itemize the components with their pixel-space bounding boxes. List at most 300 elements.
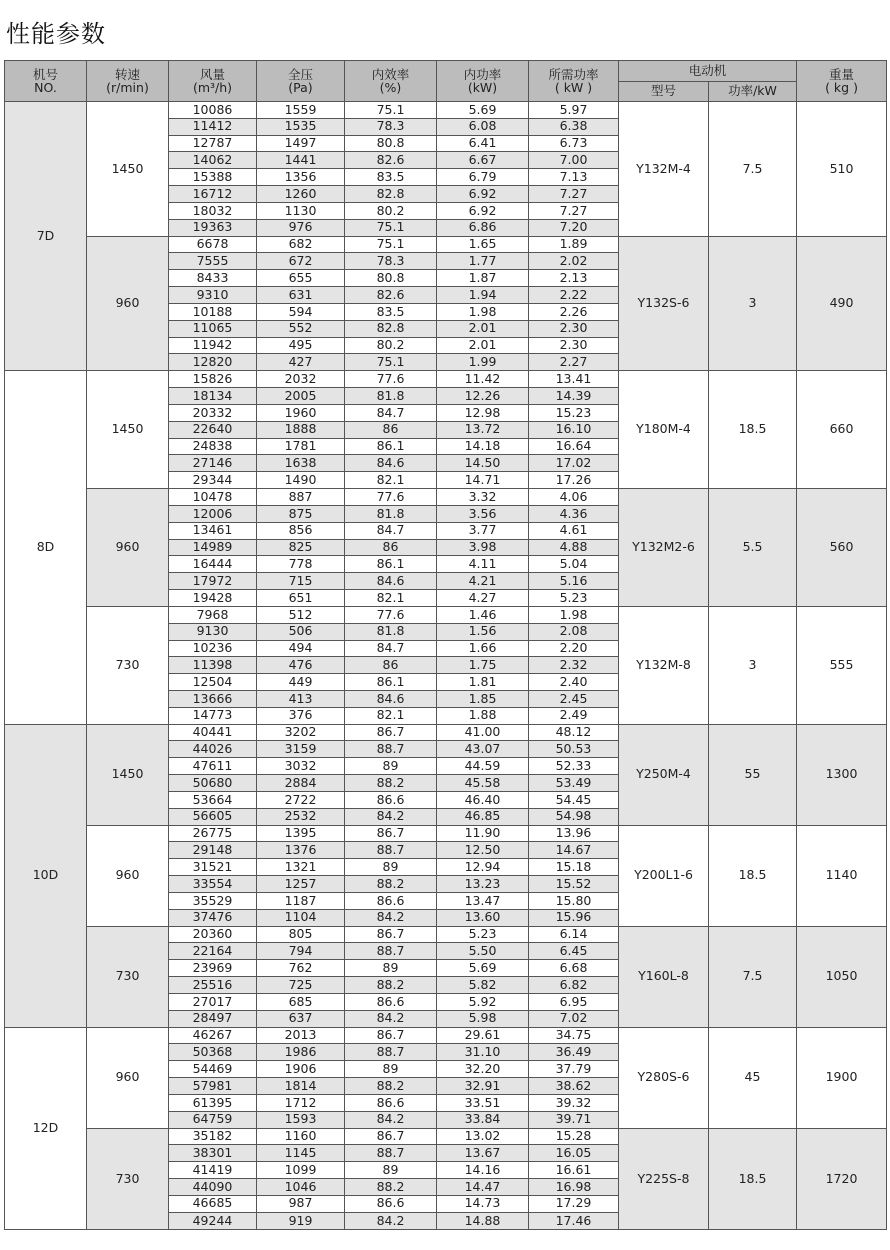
speed-cell: 1450 bbox=[87, 102, 169, 237]
pressure-cell: 449 bbox=[257, 674, 345, 691]
flow-cell: 38301 bbox=[169, 1145, 257, 1162]
required-power-cell: 4.88 bbox=[529, 539, 619, 556]
inner-power-cell: 12.94 bbox=[437, 859, 529, 876]
required-power-cell: 4.61 bbox=[529, 522, 619, 539]
pressure-cell: 3202 bbox=[257, 724, 345, 741]
pressure-cell: 685 bbox=[257, 993, 345, 1010]
motor-power-cell: 55 bbox=[709, 724, 797, 825]
pressure-cell: 1593 bbox=[257, 1111, 345, 1128]
inner-power-cell: 1.77 bbox=[437, 253, 529, 270]
inner-power-cell: 33.51 bbox=[437, 1094, 529, 1111]
required-power-cell: 17.02 bbox=[529, 455, 619, 472]
pressure-cell: 2005 bbox=[257, 388, 345, 405]
required-power-cell: 6.82 bbox=[529, 977, 619, 994]
pressure-cell: 682 bbox=[257, 236, 345, 253]
weight-cell: 1140 bbox=[797, 825, 887, 926]
motor-model-cell: Y160L-8 bbox=[619, 926, 709, 1027]
pressure-cell: 1356 bbox=[257, 169, 345, 186]
inner-power-cell: 14.73 bbox=[437, 1195, 529, 1212]
required-power-cell: 2.08 bbox=[529, 623, 619, 640]
table-row bbox=[5, 236, 887, 253]
flow-cell: 28497 bbox=[169, 1010, 257, 1027]
efficiency-cell: 89 bbox=[345, 1162, 437, 1179]
speed-cell: 1450 bbox=[87, 724, 169, 825]
table-row bbox=[5, 825, 887, 842]
required-power-cell: 2.49 bbox=[529, 707, 619, 724]
efficiency-cell: 81.8 bbox=[345, 505, 437, 522]
flow-cell: 57981 bbox=[169, 1078, 257, 1095]
flow-cell: 54469 bbox=[169, 1061, 257, 1078]
required-power-cell: 2.30 bbox=[529, 320, 619, 337]
pressure-cell: 494 bbox=[257, 640, 345, 657]
efficiency-cell: 75.1 bbox=[345, 219, 437, 236]
flow-cell: 14062 bbox=[169, 152, 257, 169]
pressure-cell: 1986 bbox=[257, 1044, 345, 1061]
motor-model-cell: Y250M-4 bbox=[619, 724, 709, 825]
efficiency-cell: 75.1 bbox=[345, 354, 437, 371]
flow-cell: 50680 bbox=[169, 775, 257, 792]
inner-power-cell: 46.40 bbox=[437, 791, 529, 808]
flow-cell: 10236 bbox=[169, 640, 257, 657]
flow-cell: 56605 bbox=[169, 808, 257, 825]
flow-cell: 35182 bbox=[169, 1128, 257, 1145]
efficiency-cell: 86.1 bbox=[345, 438, 437, 455]
efficiency-cell: 80.8 bbox=[345, 135, 437, 152]
pressure-cell: 1257 bbox=[257, 876, 345, 893]
required-power-cell: 34.75 bbox=[529, 1027, 619, 1044]
inner-power-cell: 1.56 bbox=[437, 623, 529, 640]
efficiency-cell: 84.2 bbox=[345, 1010, 437, 1027]
flow-cell: 64759 bbox=[169, 1111, 257, 1128]
inner-power-cell: 5.92 bbox=[437, 993, 529, 1010]
motor-power-cell: 3 bbox=[709, 606, 797, 724]
required-power-cell: 7.27 bbox=[529, 186, 619, 203]
required-power-cell: 39.71 bbox=[529, 1111, 619, 1128]
efficiency-cell: 84.6 bbox=[345, 455, 437, 472]
pressure-cell: 794 bbox=[257, 943, 345, 960]
pressure-cell: 637 bbox=[257, 1010, 345, 1027]
required-power-cell: 2.27 bbox=[529, 354, 619, 371]
inner-power-cell: 1.99 bbox=[437, 354, 529, 371]
inner-power-cell: 12.50 bbox=[437, 842, 529, 859]
motor-power-cell: 45 bbox=[709, 1027, 797, 1128]
required-power-cell: 15.28 bbox=[529, 1128, 619, 1145]
speed-cell: 960 bbox=[87, 1027, 169, 1128]
required-power-cell: 7.20 bbox=[529, 219, 619, 236]
inner-power-cell: 13.67 bbox=[437, 1145, 529, 1162]
required-power-cell: 15.80 bbox=[529, 892, 619, 909]
weight-cell: 555 bbox=[797, 606, 887, 724]
flow-cell: 16444 bbox=[169, 556, 257, 573]
inner-power-cell: 29.61 bbox=[437, 1027, 529, 1044]
pressure-cell: 2532 bbox=[257, 808, 345, 825]
pressure-cell: 1559 bbox=[257, 102, 345, 119]
flow-cell: 20332 bbox=[169, 404, 257, 421]
performance-table bbox=[4, 60, 887, 1230]
pressure-cell: 651 bbox=[257, 590, 345, 607]
efficiency-cell: 86.1 bbox=[345, 556, 437, 573]
required-power-cell: 16.10 bbox=[529, 421, 619, 438]
weight-cell: 560 bbox=[797, 489, 887, 607]
efficiency-cell: 88.2 bbox=[345, 775, 437, 792]
efficiency-cell: 84.2 bbox=[345, 1212, 437, 1229]
pressure-cell: 1535 bbox=[257, 118, 345, 135]
flow-cell: 11065 bbox=[169, 320, 257, 337]
required-power-cell: 2.40 bbox=[529, 674, 619, 691]
pressure-cell: 427 bbox=[257, 354, 345, 371]
inner-power-cell: 13.47 bbox=[437, 892, 529, 909]
efficiency-cell: 80.8 bbox=[345, 270, 437, 287]
required-power-cell: 7.00 bbox=[529, 152, 619, 169]
weight-cell: 660 bbox=[797, 371, 887, 489]
flow-cell: 22164 bbox=[169, 943, 257, 960]
weight-cell: 510 bbox=[797, 102, 887, 237]
required-power-cell: 17.26 bbox=[529, 472, 619, 489]
table-row bbox=[5, 489, 887, 506]
required-power-cell: 5.97 bbox=[529, 102, 619, 119]
pressure-cell: 672 bbox=[257, 253, 345, 270]
inner-power-cell: 6.92 bbox=[437, 186, 529, 203]
inner-power-cell: 14.50 bbox=[437, 455, 529, 472]
efficiency-cell: 86.7 bbox=[345, 825, 437, 842]
machine-no-cell: 8D bbox=[5, 371, 87, 724]
flow-cell: 23969 bbox=[169, 960, 257, 977]
pressure-cell: 1130 bbox=[257, 202, 345, 219]
efficiency-cell: 88.7 bbox=[345, 943, 437, 960]
speed-cell: 730 bbox=[87, 1128, 169, 1229]
required-power-cell: 6.38 bbox=[529, 118, 619, 135]
required-power-cell: 39.32 bbox=[529, 1094, 619, 1111]
flow-cell: 44026 bbox=[169, 741, 257, 758]
table-row bbox=[5, 606, 887, 623]
flow-cell: 50368 bbox=[169, 1044, 257, 1061]
required-power-cell: 15.23 bbox=[529, 404, 619, 421]
pressure-cell: 1712 bbox=[257, 1094, 345, 1111]
efficiency-cell: 86.7 bbox=[345, 724, 437, 741]
inner-power-cell: 1.46 bbox=[437, 606, 529, 623]
flow-cell: 27017 bbox=[169, 993, 257, 1010]
header-flow: 风量 (m³/h) bbox=[169, 61, 257, 102]
pressure-cell: 506 bbox=[257, 623, 345, 640]
flow-cell: 13461 bbox=[169, 522, 257, 539]
efficiency-cell: 88.7 bbox=[345, 1044, 437, 1061]
inner-power-cell: 4.21 bbox=[437, 573, 529, 590]
required-power-cell: 2.02 bbox=[529, 253, 619, 270]
inner-power-cell: 31.10 bbox=[437, 1044, 529, 1061]
flow-cell: 7555 bbox=[169, 253, 257, 270]
pressure-cell: 715 bbox=[257, 573, 345, 590]
efficiency-cell: 86.7 bbox=[345, 926, 437, 943]
table-body bbox=[5, 102, 887, 1230]
table-row bbox=[5, 102, 887, 119]
required-power-cell: 7.27 bbox=[529, 202, 619, 219]
inner-power-cell: 6.86 bbox=[437, 219, 529, 236]
required-power-cell: 6.14 bbox=[529, 926, 619, 943]
pressure-cell: 1814 bbox=[257, 1078, 345, 1095]
required-power-cell: 53.49 bbox=[529, 775, 619, 792]
required-power-cell: 2.45 bbox=[529, 690, 619, 707]
efficiency-cell: 82.1 bbox=[345, 707, 437, 724]
efficiency-cell: 84.2 bbox=[345, 909, 437, 926]
efficiency-cell: 75.1 bbox=[345, 236, 437, 253]
weight-cell: 490 bbox=[797, 236, 887, 371]
flow-cell: 20360 bbox=[169, 926, 257, 943]
pressure-cell: 3159 bbox=[257, 741, 345, 758]
pressure-cell: 1395 bbox=[257, 825, 345, 842]
required-power-cell: 2.13 bbox=[529, 270, 619, 287]
flow-cell: 10086 bbox=[169, 102, 257, 119]
efficiency-cell: 84.6 bbox=[345, 573, 437, 590]
required-power-cell: 16.64 bbox=[529, 438, 619, 455]
inner-power-cell: 33.84 bbox=[437, 1111, 529, 1128]
inner-power-cell: 14.47 bbox=[437, 1179, 529, 1196]
table-row bbox=[5, 724, 887, 741]
motor-model-cell: Y132M2-6 bbox=[619, 489, 709, 607]
required-power-cell: 15.96 bbox=[529, 909, 619, 926]
header-weight: 重量 ( kg ) bbox=[797, 61, 887, 102]
inner-power-cell: 1.98 bbox=[437, 303, 529, 320]
motor-model-cell: Y132M-8 bbox=[619, 606, 709, 724]
pressure-cell: 1046 bbox=[257, 1179, 345, 1196]
flow-cell: 18032 bbox=[169, 202, 257, 219]
efficiency-cell: 80.2 bbox=[345, 202, 437, 219]
flow-cell: 24838 bbox=[169, 438, 257, 455]
required-power-cell: 16.05 bbox=[529, 1145, 619, 1162]
flow-cell: 35529 bbox=[169, 892, 257, 909]
inner-power-cell: 43.07 bbox=[437, 741, 529, 758]
required-power-cell: 14.67 bbox=[529, 842, 619, 859]
required-power-cell: 2.20 bbox=[529, 640, 619, 657]
pressure-cell: 2722 bbox=[257, 791, 345, 808]
efficiency-cell: 82.1 bbox=[345, 590, 437, 607]
required-power-cell: 1.98 bbox=[529, 606, 619, 623]
inner-power-cell: 41.00 bbox=[437, 724, 529, 741]
flow-cell: 25516 bbox=[169, 977, 257, 994]
inner-power-cell: 13.60 bbox=[437, 909, 529, 926]
efficiency-cell: 82.8 bbox=[345, 320, 437, 337]
flow-cell: 15826 bbox=[169, 371, 257, 388]
flow-cell: 61395 bbox=[169, 1094, 257, 1111]
required-power-cell: 48.12 bbox=[529, 724, 619, 741]
efficiency-cell: 88.7 bbox=[345, 741, 437, 758]
required-power-cell: 4.06 bbox=[529, 489, 619, 506]
inner-power-cell: 14.71 bbox=[437, 472, 529, 489]
efficiency-cell: 86.7 bbox=[345, 1128, 437, 1145]
flow-cell: 12006 bbox=[169, 505, 257, 522]
header-motor-model: 型号 bbox=[619, 82, 709, 102]
motor-power-cell: 18.5 bbox=[709, 825, 797, 926]
efficiency-cell: 84.7 bbox=[345, 640, 437, 657]
machine-no-cell: 7D bbox=[5, 102, 87, 371]
required-power-cell: 17.46 bbox=[529, 1212, 619, 1229]
required-power-cell: 36.49 bbox=[529, 1044, 619, 1061]
required-power-cell: 5.04 bbox=[529, 556, 619, 573]
inner-power-cell: 12.26 bbox=[437, 388, 529, 405]
flow-cell: 37476 bbox=[169, 909, 257, 926]
speed-cell: 960 bbox=[87, 825, 169, 926]
efficiency-cell: 78.3 bbox=[345, 253, 437, 270]
efficiency-cell: 86.1 bbox=[345, 674, 437, 691]
required-power-cell: 14.39 bbox=[529, 388, 619, 405]
efficiency-cell: 88.2 bbox=[345, 977, 437, 994]
pressure-cell: 778 bbox=[257, 556, 345, 573]
inner-power-cell: 11.90 bbox=[437, 825, 529, 842]
flow-cell: 40441 bbox=[169, 724, 257, 741]
flow-cell: 9130 bbox=[169, 623, 257, 640]
inner-power-cell: 1.87 bbox=[437, 270, 529, 287]
efficiency-cell: 86.6 bbox=[345, 1195, 437, 1212]
pressure-cell: 856 bbox=[257, 522, 345, 539]
pressure-cell: 495 bbox=[257, 337, 345, 354]
inner-power-cell: 13.23 bbox=[437, 876, 529, 893]
inner-power-cell: 1.75 bbox=[437, 657, 529, 674]
efficiency-cell: 86.6 bbox=[345, 791, 437, 808]
flow-cell: 11398 bbox=[169, 657, 257, 674]
inner-power-cell: 5.69 bbox=[437, 102, 529, 119]
efficiency-cell: 84.2 bbox=[345, 1111, 437, 1128]
header-motor: 电动机 bbox=[619, 61, 797, 82]
efficiency-cell: 82.8 bbox=[345, 186, 437, 203]
pressure-cell: 512 bbox=[257, 606, 345, 623]
pressure-cell: 594 bbox=[257, 303, 345, 320]
required-power-cell: 7.02 bbox=[529, 1010, 619, 1027]
required-power-cell: 4.36 bbox=[529, 505, 619, 522]
pressure-cell: 1187 bbox=[257, 892, 345, 909]
inner-power-cell: 5.50 bbox=[437, 943, 529, 960]
efficiency-cell: 81.8 bbox=[345, 388, 437, 405]
inner-power-cell: 2.01 bbox=[437, 320, 529, 337]
motor-power-cell: 18.5 bbox=[709, 1128, 797, 1229]
flow-cell: 41419 bbox=[169, 1162, 257, 1179]
flow-cell: 11412 bbox=[169, 118, 257, 135]
pressure-cell: 1781 bbox=[257, 438, 345, 455]
flow-cell: 9310 bbox=[169, 287, 257, 304]
weight-cell: 1300 bbox=[797, 724, 887, 825]
pressure-cell: 875 bbox=[257, 505, 345, 522]
required-power-cell: 37.79 bbox=[529, 1061, 619, 1078]
efficiency-cell: 89 bbox=[345, 960, 437, 977]
efficiency-cell: 89 bbox=[345, 1061, 437, 1078]
table-row bbox=[5, 371, 887, 388]
required-power-cell: 2.22 bbox=[529, 287, 619, 304]
flow-cell: 14989 bbox=[169, 539, 257, 556]
efficiency-cell: 82.6 bbox=[345, 152, 437, 169]
inner-power-cell: 1.65 bbox=[437, 236, 529, 253]
efficiency-cell: 78.3 bbox=[345, 118, 437, 135]
inner-power-cell: 32.91 bbox=[437, 1078, 529, 1095]
required-power-cell: 6.68 bbox=[529, 960, 619, 977]
efficiency-cell: 89 bbox=[345, 859, 437, 876]
pressure-cell: 1490 bbox=[257, 472, 345, 489]
inner-power-cell: 32.20 bbox=[437, 1061, 529, 1078]
pressure-cell: 1888 bbox=[257, 421, 345, 438]
motor-power-cell: 18.5 bbox=[709, 371, 797, 489]
required-power-cell: 13.41 bbox=[529, 371, 619, 388]
inner-power-cell: 6.41 bbox=[437, 135, 529, 152]
required-power-cell: 6.73 bbox=[529, 135, 619, 152]
motor-power-cell: 3 bbox=[709, 236, 797, 371]
efficiency-cell: 75.1 bbox=[345, 102, 437, 119]
inner-power-cell: 3.32 bbox=[437, 489, 529, 506]
required-power-cell: 5.16 bbox=[529, 573, 619, 590]
efficiency-cell: 86.6 bbox=[345, 993, 437, 1010]
efficiency-cell: 86 bbox=[345, 421, 437, 438]
header-efficiency: 内效率 (%) bbox=[345, 61, 437, 102]
efficiency-cell: 77.6 bbox=[345, 371, 437, 388]
table-row bbox=[5, 1128, 887, 1145]
pressure-cell: 2032 bbox=[257, 371, 345, 388]
pressure-cell: 725 bbox=[257, 977, 345, 994]
pressure-cell: 2884 bbox=[257, 775, 345, 792]
pressure-cell: 1638 bbox=[257, 455, 345, 472]
inner-power-cell: 6.67 bbox=[437, 152, 529, 169]
inner-power-cell: 6.08 bbox=[437, 118, 529, 135]
motor-model-cell: Y200L1-6 bbox=[619, 825, 709, 926]
required-power-cell: 2.32 bbox=[529, 657, 619, 674]
efficiency-cell: 81.8 bbox=[345, 623, 437, 640]
header-motor-power: 功率/kW bbox=[709, 82, 797, 102]
inner-power-cell: 14.88 bbox=[437, 1212, 529, 1229]
pressure-cell: 476 bbox=[257, 657, 345, 674]
required-power-cell: 7.13 bbox=[529, 169, 619, 186]
header-required-power: 所需功率 ( kW ) bbox=[529, 61, 619, 102]
pressure-cell: 1441 bbox=[257, 152, 345, 169]
flow-cell: 14773 bbox=[169, 707, 257, 724]
header-machine-no: 机号 NO. bbox=[5, 61, 87, 102]
efficiency-cell: 88.2 bbox=[345, 876, 437, 893]
pressure-cell: 1321 bbox=[257, 859, 345, 876]
efficiency-cell: 86 bbox=[345, 657, 437, 674]
motor-model-cell: Y132M-4 bbox=[619, 102, 709, 237]
flow-cell: 6678 bbox=[169, 236, 257, 253]
weight-cell: 1900 bbox=[797, 1027, 887, 1128]
flow-cell: 46685 bbox=[169, 1195, 257, 1212]
flow-cell: 12504 bbox=[169, 674, 257, 691]
weight-cell: 1720 bbox=[797, 1128, 887, 1229]
efficiency-cell: 86.6 bbox=[345, 892, 437, 909]
inner-power-cell: 6.92 bbox=[437, 202, 529, 219]
flow-cell: 46267 bbox=[169, 1027, 257, 1044]
flow-cell: 15388 bbox=[169, 169, 257, 186]
efficiency-cell: 83.5 bbox=[345, 169, 437, 186]
flow-cell: 22640 bbox=[169, 421, 257, 438]
flow-cell: 53664 bbox=[169, 791, 257, 808]
efficiency-cell: 77.6 bbox=[345, 606, 437, 623]
pressure-cell: 1497 bbox=[257, 135, 345, 152]
flow-cell: 29148 bbox=[169, 842, 257, 859]
motor-model-cell: Y280S-6 bbox=[619, 1027, 709, 1128]
efficiency-cell: 83.5 bbox=[345, 303, 437, 320]
required-power-cell: 50.53 bbox=[529, 741, 619, 758]
required-power-cell: 13.96 bbox=[529, 825, 619, 842]
pressure-cell: 413 bbox=[257, 690, 345, 707]
required-power-cell: 54.45 bbox=[529, 791, 619, 808]
required-power-cell: 15.18 bbox=[529, 859, 619, 876]
pressure-cell: 376 bbox=[257, 707, 345, 724]
efficiency-cell: 88.7 bbox=[345, 842, 437, 859]
efficiency-cell: 86.6 bbox=[345, 1094, 437, 1111]
efficiency-cell: 82.1 bbox=[345, 472, 437, 489]
pressure-cell: 987 bbox=[257, 1195, 345, 1212]
motor-model-cell: Y180M-4 bbox=[619, 371, 709, 489]
pressure-cell: 631 bbox=[257, 287, 345, 304]
flow-cell: 19428 bbox=[169, 590, 257, 607]
speed-cell: 960 bbox=[87, 236, 169, 371]
pressure-cell: 1104 bbox=[257, 909, 345, 926]
flow-cell: 10478 bbox=[169, 489, 257, 506]
efficiency-cell: 88.2 bbox=[345, 1078, 437, 1095]
required-power-cell: 6.95 bbox=[529, 993, 619, 1010]
